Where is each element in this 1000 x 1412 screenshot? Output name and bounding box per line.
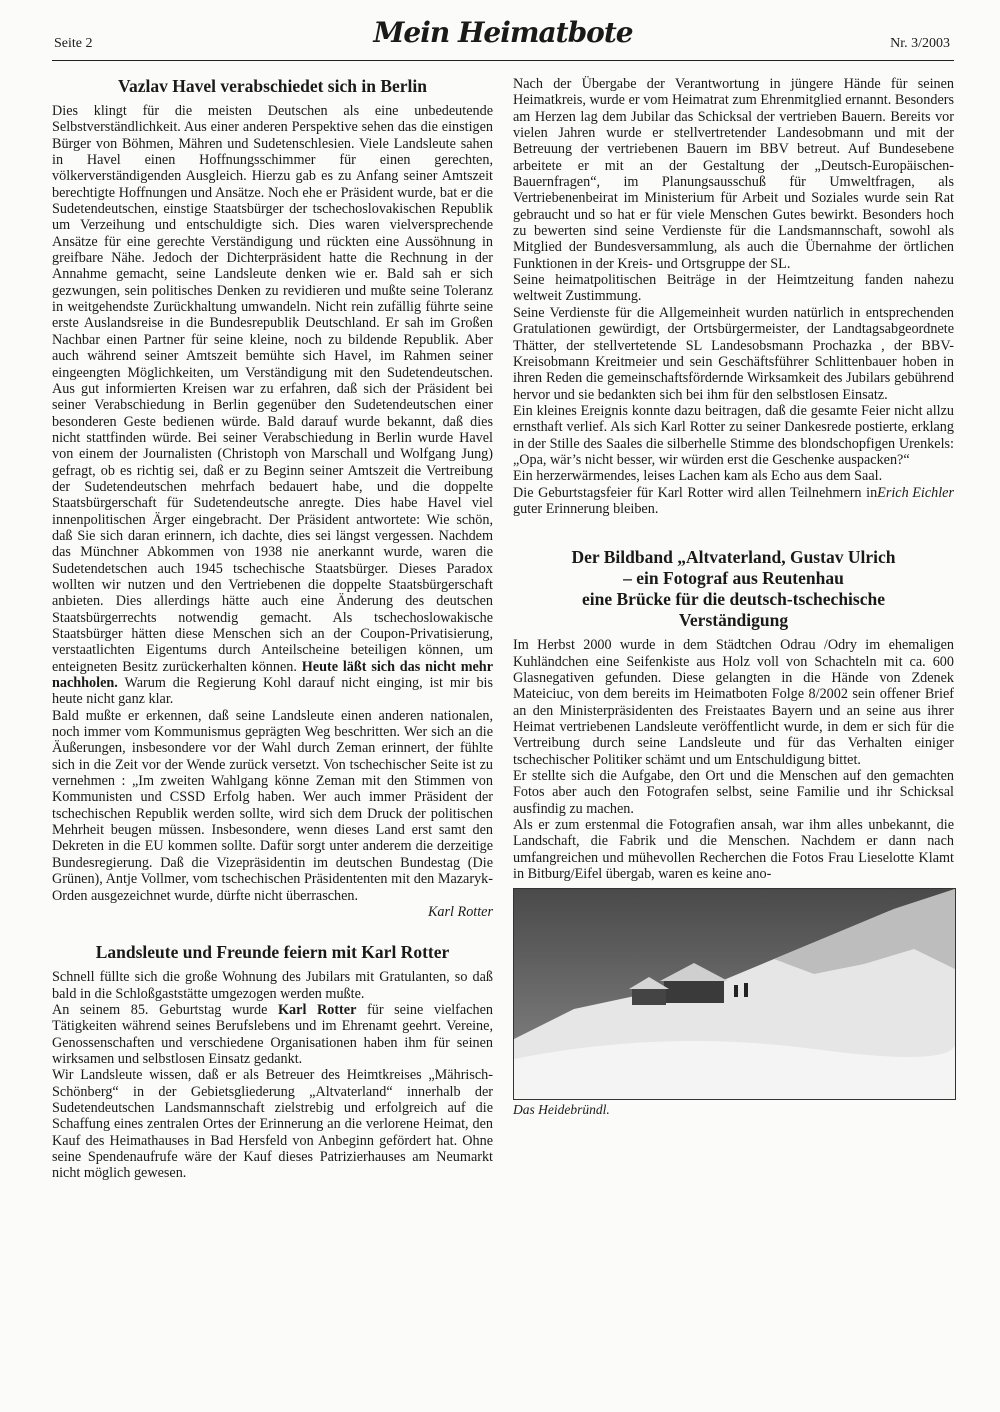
article-paragraph: Wir Landsleute wissen, daß er als Betreuer des Heimtkreises „Mährisch-Schönberg“ in der Gebietsgliederung „Altvaterland“ innerhalb der Sudetendeutschen Landsmannschaft zielstrebig und erfolgreich auf die Schaffung eines zentralen Ortes der Erinnerung an die verlorene Heimat, den Kauf des Heimathauses in Bad Hersfeld von Anbeginn gefördert hat. Ohne seine Spendenaufrufe wäre der Kauf dieses Patrizierhauses am Neumarkt nicht möglich gewesen.: [52, 1067, 493, 1182]
article-paragraph: Seine heimatpolitischen Beiträge in der Heimtzeitung fanden nahezu weltweit Zustimmung.: [513, 272, 954, 305]
right-column: [513, 76, 954, 1119]
article-paragraph: Ein herzerwärmendes, leises Lachen kam als Echo aus dem Saal.: [513, 468, 883, 485]
article-paragraph: Ein kleines Ereignis konnte dazu beitragen, daß die gesamte Feier nicht allzu ernsthaft verlief. Als sich Karl Rotter zu seiner Dankesrede postierte, erklang in der Stille des Saales die silberhelle Stimme des blondschopfigen Urenkels: „Opa, wär’s nicht besser, wir würden erst die Geschenke auspacken?“: [513, 402, 954, 468]
article-title: Der Bildband „Altvaterland, Gustav Ulrich – ein Fotograf aus Reutenhau eine Brücke für die deutsch-tschechische Verständigung: [571, 547, 896, 631]
author-signature: Erich Eichler: [877, 484, 954, 501]
page-number: Seite 2: [54, 36, 93, 51]
page-header: [52, 14, 954, 61]
article-paragraph: Die Geburtstagsfeier für Karl Rotter wird allen Teilnehmern in guter Erinnerung bleiben.: [513, 484, 878, 517]
article-paragraph: Nach der Übergabe der Verantwortung in jüngere Hände für seinen Heimatkreis, wurde er vom Heimatrat zum Ehrenmitglied ernannt. Besonders am Herzen lag dem Jubilar das Schicksal der vertrieben Bauern. Bereits vor vielen Jahren wurde er stellvertretender Landesobmann und mit der Betreuung der vertriebenen Bauern im BBV betreut. Auf Bundesebene arbeitete er mit an der Gestaltung der „Deutsch-Europäischen-Bauernfragen“, im Planungsausschuß für Umweltfragen, als Vertriebenenbeirat im Ministerium für Arbeit und Soziales wurde sein Rat gebraucht und so hat er für viele Menschen Gutes bewirkt. Besonders hoch zu bewerten sind seine Verdienste für die Landsmannschaft, sowohl als Mitglied der Bundesversammlung, als auch die Übernahme der örtlichen Funktionen in der Kreis- und Ortsgruppe der SL.: [513, 76, 954, 272]
left-column: [52, 76, 493, 1182]
article-paragraph: Er stellte sich die Aufgabe, den Ort und die Menschen auf den gemachten Fotos aber auch den Fotografen selbst, seine Familie und ihr Schicksal ausfindig zu machen.: [513, 768, 954, 817]
article-paragraph: Schnell füllte sich die große Wohnung des Jubilars mit Gratulanten, so daß bald in die Schloßgaststätte umgezogen werden mußte.: [52, 969, 493, 1002]
issue-number: Nr. 3/2003: [890, 36, 950, 51]
photo-caption: Das Heidebründl.: [513, 1102, 610, 1118]
article-title: Landsleute und Freunde feiern mit Karl Rotter: [95, 942, 450, 963]
article-paragraph: Seine Verdienste für die Allgemeinheit wurden natürlich in entsprechenden Gratulationen gewürdigt, der Ortsbürgermeister, der Landtagsabgeordnete Thätter, der stellvertetende SL Landesobsmann Prochazka , der BBV-Kreisobmann Kreitmeier und sein Geschäftsführer Schlittenbauer hoben in ihren Reden die gemeinschaftsfördernde Wirksamkeit des Jubilars gebührend hervor und sie bedankten sich bei ihm für den selbstlosen Einsatz.: [513, 304, 954, 403]
snow-landscape-photo: [513, 888, 956, 1100]
article-paragraph: An seinem 85. Geburtstag wurde Karl Rotter für seine vielfachen Tätigkeiten während seines Berufslebens und im Ehrenamt geehrt. Vereine, Genossenschaften und verschiedene Organisationen haben ihm für seinen wirksamen und selbstlosen Einsatz gedankt.: [52, 1001, 493, 1067]
article-paragraph: Dies klingt für die meisten Deutschen als eine unbedeutende Selbstverständlichkeit. Aus einer anderen Perspektive sehen das die einstigen Bürger von Böhmen, Mähren und Sudetenschlesien. Viele Landsleute sahen in Havel einen Hoffnungsschimmer für einen gerechten, völkerverständigenden Ausgleich. Hierzu gab es zu Anfang seiner Amtszeit berechtigte Hoffnungen und Ansätze. Noch ehe er Präsident wurde, bat er die Sudetendeutschen, einstige Staatsbürger der tschechoslovakischen Republik um Verzeihung und entschuldigte sich. Dies waren vielversprechende Ansätze für eine gerechte Verständigung und rückten eine Aussöhnung in greifbare Nähe. Jedoch der Dichterpräsident hatte die Rechnung in der Annahme gemacht, seine Landsleute denken wie er. Bald sah er sich gezwungen, sein politisches Denken zu revidieren und mußte seine Toleranz in weitgehendste Zurückhaltung umwandeln. Nicht rein zufällig führte seine erste Auslandsreise in die Bundesrepublik Deutschland. Er sah im Großen Nachbar einen Partner für seine kleine, noch zu bildende Republik. Aber auch während seiner Amtszeit bemühte sich Havel, im Rahmen seiner eingeengten Möglichkeiten, um Verständigung mit den Sudetendeutschen. Aus gut informierten Kreisen war zu erfahren, daß sich der Präsident bei seiner Verabschiedung in Berlin gegenüber den Sudetendeutschen einer besonderen Geste bedienen würde. Bald darauf wurde bekannt, daß dies nicht stattfinden würde. Bei seiner Verabschiedung in Berlin wurde Havel von einem der Journalisten (Christoph von Marschall und Wolfgang Jung) gefragt, ob es richtig sei, daß er zu Beginn seiner Amtszeit die Vertreibung der Sudetendeutschen mehrfach bedauert habe, und die doppelte Staatsbürgerschaft für Sudetendeutsche anregte. Dies habe Havel viel innenpolitischen Ärger eingebracht. Der Präsident antwortete: Wie schön, daß Sie sich daran erinnern, ich dachte, dies sei längst vergessen. Nachdem das Münchner Abkommen von 1938 nie anerkannt wurde, waren die Sudetendetschen auch 1945 tschechische Staatsbürger. Dieses Paradox wollten wir nutzen und den Vertriebenen die doppelte Staatsbürgerschaft anbieten. Dies allerdings hätte auch eine Änderung des deutschen Staatsbürgerrechts notwendig gemacht. Als tschechoslowakische Staatsbürger hätten diese Menschen sich an der Coupon-Privatisierung, verstaatlichten Eigentums durch Anteilscheine beteiligen können, um enteigneten Besitz zurückerhalten können. Heute läßt sich das nicht mehr nachholen. Warum die Regierung Kohl darauf nicht einging, ist mir bis heute nicht ganz klar.: [52, 103, 494, 708]
article-paragraph: Im Herbst 2000 wurde in dem Städtchen Odrau /Odry im ehemaligen Kuhländchen eine Seifenkiste aus Holz voll von Schachteln mit ca. 600 Glasnegativen gefunden. Diese gelangten in die Hände von Zdenek Mateiciuc, von dem bereits im Heimatboten Folge 8/2002 sein offener Brief an den Ministerpräsidenten des Freistaates Bayern und an seine aus ihrer Heimat vertriebenen Landsleute veröffentlicht wurde, in dem er sich für die Vertreibung durch seine Landsleute und für das Verhalten einiger tschechischer Politiker schämt und um Entschuldigung bittet.: [513, 637, 954, 768]
article-title: Vazlav Havel verabschiedet sich in Berlin: [118, 76, 427, 96]
article-paragraph: Als er zum erstenmal die Fotografien ansah, war ihm alles unbekannt, die Landschaft, die Fabrik und die Menschen. Nachdem er dann nach umfangreichen und mühevollen Recherchen die Fotos Frau Lieselotte Klamt in Bitburg/Eifel übergab, waren es keine ano-: [513, 817, 954, 883]
masthead-logo: Mein Heimatbote: [373, 16, 633, 49]
author-signature: Karl Rotter: [427, 903, 493, 920]
article-paragraph: Bald mußte er erkennen, daß seine Landsleute einen anderen nationalen, noch immer vom Kommunismus geprägten Weg beschritten. Wer sich an die Äußerungen, insbesondere vor der Wahl durch Zeman erinnert, der fühlte sich in die Zeit vor der Wende zurück versetzt. Von tschechischer Seite ist zu vernehmen : „Im zweiten Wahlgang könne Zeman mit den Stimmen von Kommunisten und CSSD Erfolg haben. Wer auch immer Präsident der tschechischen Republik werden sollte, wird sich dem Druck der politischen Mehrheit beugen müssen. Insbesondere, wenn dieses Land erst samt den Dekreten in die EU kommen sollte. Dafür sorgt unter anderem die derzeitige Bundesregierung. Daß die Vizepräsidentin im deutschen Bundestag (Die Grünen), Antje Vollmer, vom tschechischen Präsidententen mit den Mazaryk-Orden ausgezeichnet wurde, dürfte nicht überraschen.: [52, 707, 493, 904]
